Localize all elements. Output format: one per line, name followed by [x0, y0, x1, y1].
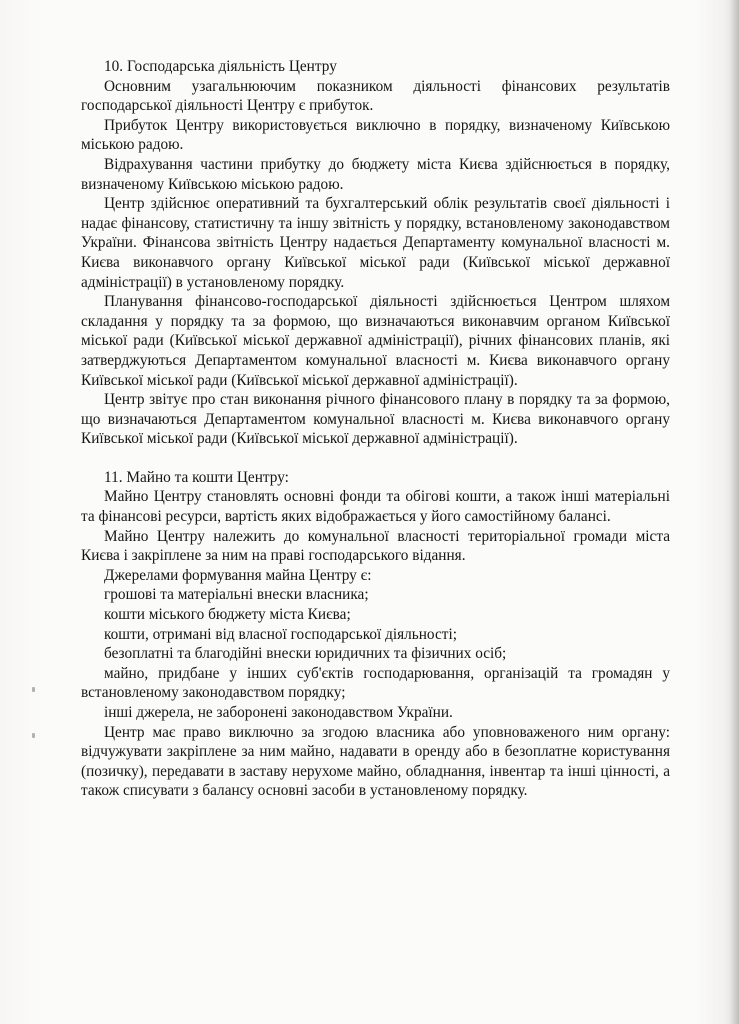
- scan-mark: [32, 687, 35, 692]
- source-item: кошти міського бюджету міста Києва;: [104, 606, 351, 624]
- section-11-paragraph-3: Джерелами формування майна Центру є:: [104, 566, 372, 584]
- section-11-title: 11. Майно та кошти Центру:: [104, 468, 289, 486]
- section-10-title: 10. Господарська діяльність Центру: [104, 58, 337, 75]
- source-item: кошти, отримані від власної господарської діяльності;: [104, 625, 457, 643]
- source-item: безоплатні та благодійні внески юридичних та фізичних осіб;: [104, 645, 507, 663]
- source-item: інші джерела, не заборонені законодавством України.: [104, 704, 453, 721]
- source-item: майно, придбане у інших суб'єктів господарювання, організацій та громадян у встановленому законодавством порядку;: [81, 664, 670, 702]
- section-10-paragraph-1: Основним узагальнюючим показником діяльності фінансових результатів господарської діяльності Центру є прибуток.: [81, 77, 670, 115]
- section-11-paragraph-2: Майно Центру належить до комунальної власності територіальної громади міста Києва і закріплене за ним на праві господарського відання.: [81, 527, 670, 565]
- scan-mark: [32, 733, 35, 738]
- document-body: [81, 57, 670, 801]
- section-10-paragraph-4: Центр здійснює оперативний та бухгалтерський облік результатів своєї діяльності і надає фінансову, статистичну та іншу звітність у порядку, встановленому законодавством України. Фінансова звітність Центру надається Департаменту комунальної власності м. Києва виконавчого органу Київської міської ради (Київської міської державної адміністрації) в установленому порядку.: [81, 195, 670, 291]
- section-10-paragraph-2: Прибуток Центру використовується виключно в порядку, визначеному Київською міською радою.: [81, 116, 670, 154]
- source-item: грошові та матеріальні внески власника;: [104, 586, 369, 604]
- section-11-paragraph-1: Майно Центру становлять основні фонди та обігові кошти, а також інші матеріальні та фінансові ресурси, вартість яких відображається у його самостійному балансі.: [81, 488, 670, 526]
- section-10-paragraph-3: Відрахування частини прибутку до бюджету міста Києва здійснюється в порядку, визначеному Київською міською радою.: [81, 155, 670, 193]
- section-10-paragraph-6: Центр звітує про стан виконання річного фінансового плану в порядку та за формою, що визначаються Департаментом комунальної власності м. Києва виконавчого органу Київської міської ради (Київської міської державної адміністрації).: [81, 391, 670, 448]
- section-10-paragraph-5: Планування фінансово-господарської діяльності здійснюється Центром шляхом складання у порядку та за формою, що визначаються виконавчим органом Київської міської ради (Київської міської державної адміністрації), річних фінансових планів, які затверджуються Департаментом комунальної власності м. Києва виконавчого органу Київської міської ради (Київської міської державної адміністрації).: [81, 293, 670, 389]
- section-spacer: [81, 449, 670, 468]
- section-11-closing-paragraph: Центр має право виключно за згодою власника або уповноваженого ним органу: відчужувати закріплене за ним майно, надавати в оренду або в безоплатне користування (позичку), передавати в заставу нерухоме майно, обладнання, інвентар та інші цінності, а також списувати з балансу основні засоби в установленому порядку.: [81, 723, 670, 800]
